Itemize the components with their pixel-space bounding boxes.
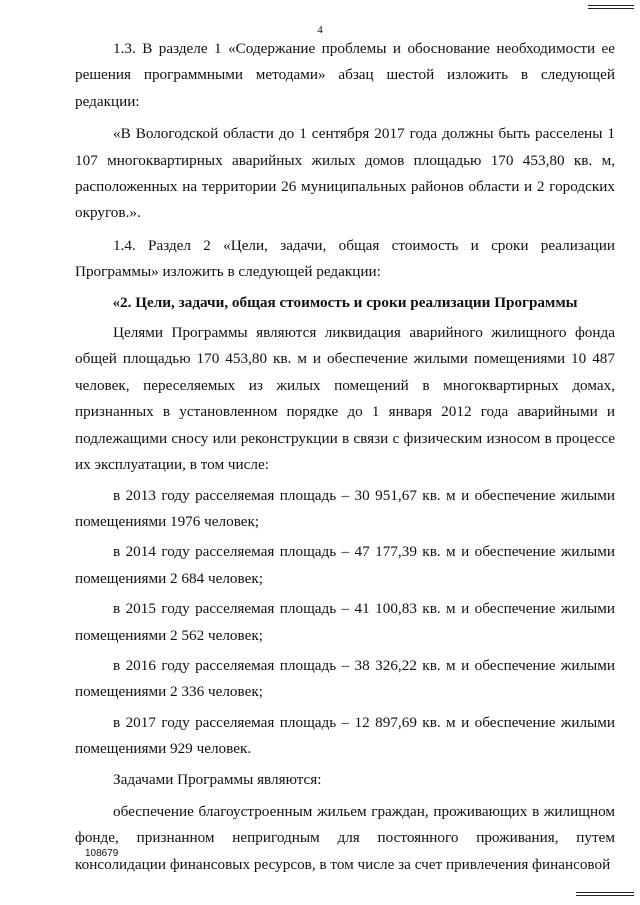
- paragraph-1-4: 1.4. Раздел 2 «Цели, задачи, общая стоимость и сроки реализации Программы» изложить в следующей редакции:: [75, 236, 615, 281]
- paragraph-quote-vologda: «В Вологодской области до 1 сентября 2017 года должны быть расселены 1 107 многоквартирных аварийных жилых домов площадью 170 453,80 кв. м, расположенных на территории 26 муниципальных районов области и 2 городских округов.».: [75, 125, 615, 222]
- year-item-2014: в 2014 году расселяемая площадь – 47 177,39 кв. м и обеспечение жилыми помещениями 2 684 человек;: [75, 543, 615, 587]
- footer-code: 108679: [85, 848, 119, 859]
- year-item-2017: в 2017 году расселяемая площадь – 12 897,69 кв. м и обеспечение жилыми помещениями 929 человек.: [75, 713, 615, 758]
- corner-mark-top: [588, 4, 634, 10]
- tasks-intro: Задачами Программы являются:: [113, 770, 322, 788]
- tasks-paragraph: обеспечение благоустроенным жильем граждан, проживающих в жилищном фонде, признанном непригодным для постоянного проживания, путем консолидации финансовых ресурсов, в том числе за счет привлечения финансовой: [75, 802, 615, 873]
- year-item-2013: в 2013 году расселяемая площадь – 30 951,67 кв. м и обеспечение жилыми помещениями 1976 человек;: [75, 486, 615, 530]
- section-heading: «2. Цели, задачи, общая стоимость и сроки реализации Программы: [112, 293, 578, 311]
- corner-mark-bottom: [576, 891, 634, 897]
- paragraph-1-3: 1.3. В разделе 1 «Содержание проблемы и обоснование необходимости ее решения программными методами» абзац шестой изложить в следующей редакции:: [75, 40, 615, 110]
- page-number: 4: [317, 24, 323, 36]
- document-body: [75, 36, 615, 878]
- goals-paragraph: Целями Программы являются ликвидация аварийного жилищного фонда общей площадью 170 453,80 кв. м и обеспечение жилыми помещениями 10 487 человек, переселяемых из жилых помещений в многоквартирных домах, признанных в установленном порядке до 1 января 2012 года аварийными и подлежащими сносу или реконструкции в связи с физическим износом в процессе их эксплуатации, в том числе:: [75, 324, 615, 474]
- year-item-2016: в 2016 году расселяемая площадь – 38 326,22 кв. м и обеспечение жилыми помещениями 2 336 человек;: [75, 656, 615, 701]
- year-item-2015: в 2015 году расселяемая площадь – 41 100,83 кв. м и обеспечение жилыми помещениями 2 562 человек;: [75, 600, 615, 644]
